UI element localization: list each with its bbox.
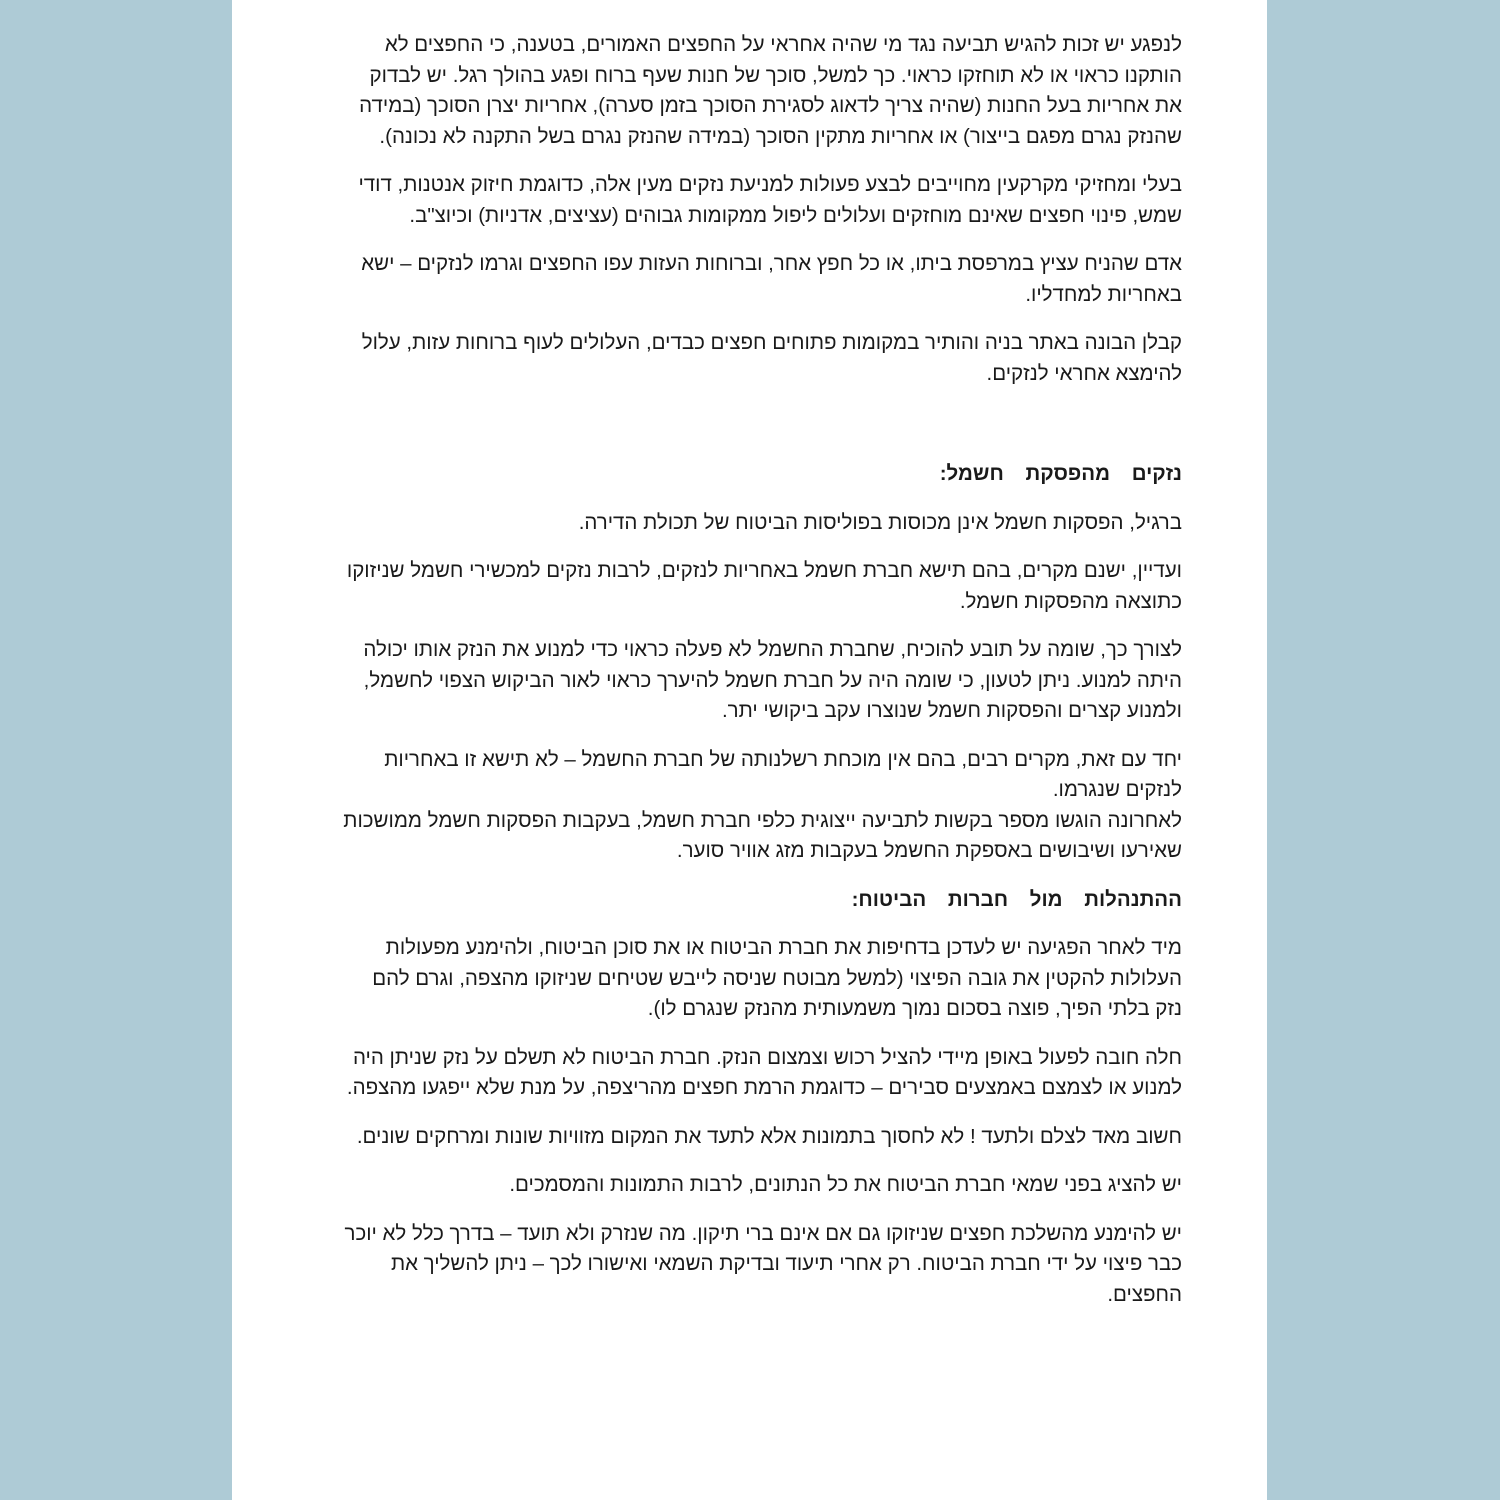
paragraph: לצורך כך, שומה על תובע להוכיח, שחברת החשמל לא פעלה כראוי כדי למנוע את הנזק אותו יכולה היתה למנוע. ניתן לטעון, כי שומה היה על חברת חשמל להיערך כראוי לאור הביקוש הצפוי לחשמל, ולמנוע קצרים והפסקות חשמל שנוצרו עקב ביקושי יתר. (363, 638, 1182, 722)
paragraph: חלה חובה לפעול באופן מיידי להציל רכוש וצמצום הנזק. חברת הביטוח לא תשלם על נזק שניתן היה למנוע או לצמצם באמצעים סבירים – כדוגמת הרמת חפצים מהריצפה, על מנת שלא ייפגעו מהצפה. (346, 1045, 1182, 1099)
paragraph: יחד עם זאת, מקרים רבים, בהם אין מוכחת רשלנותה של חברת החשמל – לא תישא זו באחריות לנזקים שנגרמו. (384, 747, 1182, 801)
spacer (342, 407, 1182, 459)
section-heading-insurance: ההתנהלות מול חברות הביטוח: (851, 887, 1182, 911)
paragraph: יש להימנע מהשלכת חפצים שניזוקו גם אם אינם ברי תיקון. מה שנזרק ולא תועד – בדרך כלל לא יוכר כבר פיצוי על ידי חברת הביטוח. רק אחרי תיעוד ובדיקת השמאי ואישורו לכך – ניתן להשליך את החפצים. (344, 1221, 1182, 1306)
section-heading-power: נזקים מהפסקת חשמל: (939, 462, 1182, 485)
document-body (342, 30, 1182, 1328)
paragraph: קבלן הבונה באתר בניה והותיר במקומות פתוחים חפצים כבדים, העלולים לעוף ברוחות עזות, עלול להימצא אחראי לנזקים. (361, 331, 1182, 385)
paragraph: יש להציג בפני שמאי חברת הביטוח את כל הנתונים, לרבות התמונות והמסמכים. (509, 1173, 1182, 1196)
paragraph: חשוב מאד לצלם ולתעד ! לא לחסוך בתמונות אלא לתעד את המקום מזוויות שונות ומרחקים שונים. (356, 1124, 1182, 1148)
paragraph: בעלי ומחזיקי מקרקעין מחוייבים לבצע פעולות למניעת נזקים מעין אלה, כדוגמת חיזוק אנטנות, דודי שמש, פינוי חפצים שאינם מוחזקים ועלולים ליפול ממקומות גבוהים (עציצים, אדניות) וכיוצ"ב. (358, 173, 1182, 227)
paragraph: מיד לאחר הפגיעה יש לעדכן בדחיפות את חברת הביטוח או את סוכן הביטוח, ולהימנע מפעולות העלולות להקטין את גובה הפיצוי (למשל מבוטח שניסה לייבש שטיחים שניזוקו מהצפה, וגרם להם נזק בלתי הפיך, פוצה בסכום נמוך משמעותית מהנזק שנגרם לו). (372, 936, 1182, 1020)
document-page (232, 0, 1267, 1500)
paragraph: ועדיין, ישנם מקרים, בהם תישא חברת חשמל באחריות לנזקים, לרבות נזקים למכשירי חשמל שניזוקו כתוצאה מהפסקות חשמל. (346, 559, 1182, 613)
paragraph: לנפגע יש זכות להגיש תביעה נגד מי שהיה אחראי על החפצים האמורים, בטענה, כי החפצים לא הותקנו כראוי או לא תוחזקו כראוי. כך למשל, סוכך של חנות שעף ברוח ופגע בהולך רגל. יש לבדוק את אחריות בעל החנות (שהיה צריך לדאוג לסגירת הסוכך בזמן סערה), אחריות יצרן הסוכך (במידה שהנזק נגרם מפגם בייצור) או אחריות מתקין הסוכך (במידה שהנזק נגרם בשל התקנה לא נכונה). (359, 33, 1182, 148)
paragraph: ברגיל, הפסקות חשמל אינן מכוסות בפוליסות הביטוח של תכולת הדירה. (578, 510, 1182, 534)
paragraph: אדם שהניח עציץ במרפסת ביתו, או כל חפץ אחר, וברוחות העזות עפו החפצים וגרמו לנזקים – ישא באחריות למחדליו. (361, 252, 1182, 306)
paragraph: לאחרונה הוגשו מספר בקשות לתביעה ייצוגית כלפי חברת חשמל, בעקבות הפסקות חשמל ממושכות שאירעו ושיבושים באספקת החשמל בעקבות מזג אוויר סוער. (343, 808, 1182, 862)
